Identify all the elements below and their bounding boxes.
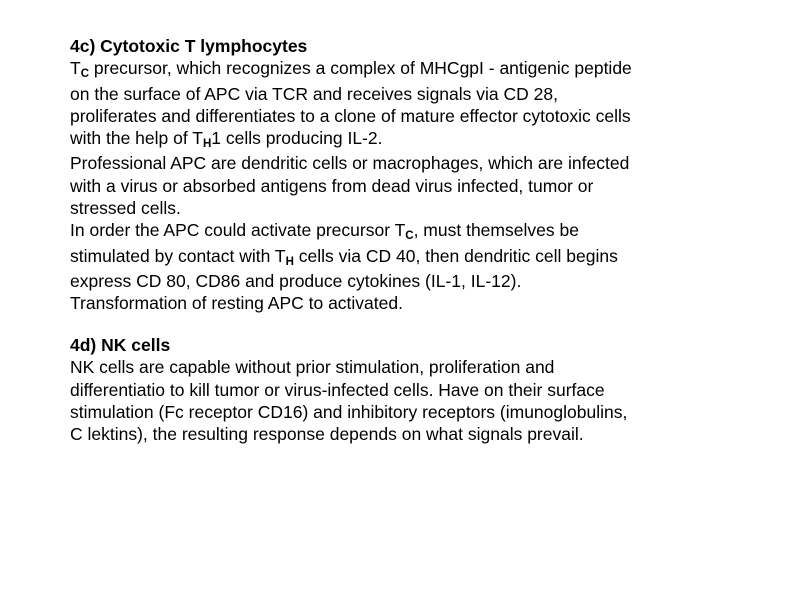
subscript: C — [405, 230, 414, 243]
subscript: H — [202, 138, 212, 151]
text-line: differentiatio to kill tumor or virus-infected cells. Have on their surface — [70, 379, 605, 400]
text-span: T — [70, 58, 81, 79]
text-line — [70, 57, 730, 82]
text-line — [70, 127, 730, 152]
text-line — [70, 245, 730, 270]
subscript: C — [80, 68, 90, 81]
text-span: In order the APC could activate precursor T — [70, 220, 406, 241]
text-span: , must themselves be — [413, 220, 579, 241]
text-line: on the surface of APC via TCR and receives signals via CD 28, — [70, 83, 558, 104]
subscript: H — [285, 255, 294, 268]
text-span: with the help of T — [70, 128, 203, 149]
text-line: with a virus or absorbed antigens from dead virus infected, tumor or — [70, 175, 594, 196]
text-line: stressed cells. — [70, 198, 181, 219]
text-span: stimulated by contact with T — [70, 245, 286, 266]
text-line: Professional APC are dendritic cells or macrophages, which are infected — [70, 153, 630, 174]
text-line: C lektins), the resulting response depends on what signals prevail. — [70, 424, 584, 445]
text-line: express CD 80, CD86 and produce cytokines (IL-1, IL-12). — [70, 270, 522, 291]
text-span: precursor, which recognizes a complex of MHCgpI - antigenic peptide — [89, 58, 632, 79]
text-span: cells via CD 40, then dendritic cell begins — [293, 245, 618, 266]
text-line: proliferates and differentiates to a clone of mature effector cytotoxic cells — [70, 105, 631, 126]
text-line: Transformation of resting APC to activated. — [70, 293, 403, 314]
section-heading: 4d) NK cells — [70, 335, 171, 355]
text-line: stimulation (Fc receptor CD16) and inhibitory receptors (imunoglobulins, — [70, 401, 628, 422]
text-span: 1 cells producing IL-2. — [211, 128, 383, 149]
section-nk-cells — [70, 334, 730, 445]
text-line — [70, 219, 730, 244]
text-line: NK cells are capable without prior stimulation, proliferation and — [70, 357, 555, 378]
section-cytotoxic-t-lymphocytes — [70, 35, 730, 315]
section-heading: 4c) Cytotoxic T lymphocytes — [70, 36, 308, 56]
